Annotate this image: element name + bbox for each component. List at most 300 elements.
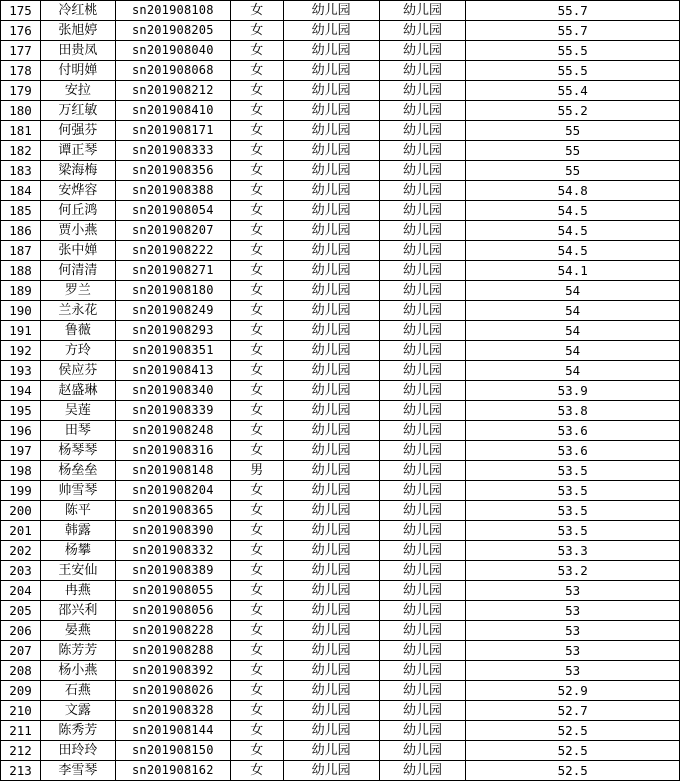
student-id-cell[interactable]: sn201908108 <box>115 1 230 21</box>
category-cell[interactable]: 幼儿园 <box>283 301 379 321</box>
gender-cell[interactable]: 女 <box>230 301 283 321</box>
student-id-cell[interactable]: sn201908148 <box>115 461 230 481</box>
score-cell[interactable]: 53 <box>466 661 680 681</box>
gender-cell[interactable]: 女 <box>230 721 283 741</box>
score-cell[interactable]: 53.6 <box>466 441 680 461</box>
student-id-cell[interactable]: sn201908212 <box>115 81 230 101</box>
category-cell[interactable]: 幼儿园 <box>283 161 379 181</box>
score-cell[interactable]: 54 <box>466 321 680 341</box>
position-cell[interactable]: 幼儿园 <box>379 361 466 381</box>
name-cell[interactable]: 田玲玲 <box>40 741 115 761</box>
category-cell[interactable]: 幼儿园 <box>283 741 379 761</box>
score-cell[interactable]: 55.7 <box>466 21 680 41</box>
score-cell[interactable]: 53 <box>466 621 680 641</box>
gender-cell[interactable]: 女 <box>230 341 283 361</box>
gender-cell[interactable]: 女 <box>230 661 283 681</box>
name-cell[interactable]: 陈秀芳 <box>40 721 115 741</box>
score-cell[interactable]: 54.5 <box>466 241 680 261</box>
name-cell[interactable]: 陈芳芳 <box>40 641 115 661</box>
student-id-cell[interactable]: sn201908205 <box>115 21 230 41</box>
score-cell[interactable]: 54 <box>466 281 680 301</box>
table-row <box>1 161 680 181</box>
gender-cell[interactable]: 女 <box>230 561 283 581</box>
position-cell[interactable]: 幼儿园 <box>379 121 466 141</box>
category-cell[interactable]: 幼儿园 <box>283 181 379 201</box>
position-cell[interactable]: 幼儿园 <box>379 501 466 521</box>
position-cell[interactable]: 幼儿园 <box>379 581 466 601</box>
student-id-cell[interactable]: sn201908392 <box>115 661 230 681</box>
category-cell[interactable]: 幼儿园 <box>283 441 379 461</box>
student-id-cell[interactable]: sn201908054 <box>115 201 230 221</box>
gender-cell[interactable]: 女 <box>230 201 283 221</box>
row-number-cell[interactable]: 204 <box>1 581 41 601</box>
name-cell[interactable]: 张中婵 <box>40 241 115 261</box>
student-id-cell[interactable]: sn201908356 <box>115 161 230 181</box>
gender-cell[interactable]: 女 <box>230 681 283 701</box>
gender-cell[interactable]: 女 <box>230 141 283 161</box>
row-number-cell[interactable]: 186 <box>1 221 41 241</box>
table-row <box>1 501 680 521</box>
student-id-cell[interactable]: sn201908351 <box>115 341 230 361</box>
row-number-cell[interactable]: 202 <box>1 541 41 561</box>
name-cell[interactable]: 安烨容 <box>40 181 115 201</box>
position-cell[interactable]: 幼儿园 <box>379 481 466 501</box>
category-cell[interactable]: 幼儿园 <box>283 481 379 501</box>
category-cell[interactable]: 幼儿园 <box>283 421 379 441</box>
gender-cell[interactable]: 女 <box>230 401 283 421</box>
row-number-cell[interactable]: 201 <box>1 521 41 541</box>
name-cell[interactable]: 兰永花 <box>40 301 115 321</box>
category-cell[interactable]: 幼儿园 <box>283 361 379 381</box>
position-cell[interactable]: 幼儿园 <box>379 341 466 361</box>
position-cell[interactable]: 幼儿园 <box>379 721 466 741</box>
position-cell[interactable]: 幼儿园 <box>379 401 466 421</box>
score-cell[interactable]: 55.5 <box>466 41 680 61</box>
gender-cell[interactable]: 女 <box>230 641 283 661</box>
name-cell[interactable]: 罗兰 <box>40 281 115 301</box>
category-cell[interactable]: 幼儿园 <box>283 341 379 361</box>
table-row <box>1 601 680 621</box>
student-id-cell[interactable]: sn201908150 <box>115 741 230 761</box>
gender-cell[interactable]: 女 <box>230 441 283 461</box>
gender-cell[interactable]: 女 <box>230 541 283 561</box>
student-id-cell[interactable]: sn201908040 <box>115 41 230 61</box>
position-cell[interactable]: 幼儿园 <box>379 41 466 61</box>
position-cell[interactable]: 幼儿园 <box>379 681 466 701</box>
gender-cell[interactable]: 女 <box>230 161 283 181</box>
row-number-cell[interactable]: 212 <box>1 741 41 761</box>
student-id-cell[interactable]: sn201908171 <box>115 121 230 141</box>
table-row <box>1 641 680 661</box>
category-cell[interactable]: 幼儿园 <box>283 501 379 521</box>
row-number-cell[interactable]: 194 <box>1 381 41 401</box>
student-id-cell[interactable]: sn201908410 <box>115 101 230 121</box>
score-cell[interactable]: 52.5 <box>466 741 680 761</box>
score-cell[interactable]: 53.5 <box>466 481 680 501</box>
position-cell[interactable]: 幼儿园 <box>379 661 466 681</box>
category-cell[interactable]: 幼儿园 <box>283 121 379 141</box>
row-number-cell[interactable]: 197 <box>1 441 41 461</box>
gender-cell[interactable]: 女 <box>230 501 283 521</box>
student-id-cell[interactable]: sn201908271 <box>115 261 230 281</box>
name-cell[interactable]: 田琴 <box>40 421 115 441</box>
gender-cell[interactable]: 女 <box>230 81 283 101</box>
gender-cell[interactable]: 女 <box>230 181 283 201</box>
category-cell[interactable]: 幼儿园 <box>283 381 379 401</box>
position-cell[interactable]: 幼儿园 <box>379 141 466 161</box>
score-cell[interactable]: 55 <box>466 161 680 181</box>
name-cell[interactable]: 杨垒垒 <box>40 461 115 481</box>
gender-cell[interactable]: 女 <box>230 761 283 781</box>
position-cell[interactable]: 幼儿园 <box>379 1 466 21</box>
table-row <box>1 661 680 681</box>
category-cell[interactable]: 幼儿园 <box>283 401 379 421</box>
row-number-cell[interactable]: 208 <box>1 661 41 681</box>
student-id-cell[interactable]: sn201908333 <box>115 141 230 161</box>
row-number-cell[interactable]: 211 <box>1 721 41 741</box>
gender-cell[interactable]: 女 <box>230 21 283 41</box>
gender-cell[interactable]: 女 <box>230 621 283 641</box>
table-row <box>1 441 680 461</box>
score-cell[interactable]: 55.5 <box>466 61 680 81</box>
name-cell[interactable]: 鲁薇 <box>40 321 115 341</box>
gender-cell[interactable]: 女 <box>230 361 283 381</box>
row-number-cell[interactable]: 178 <box>1 61 41 81</box>
name-cell[interactable]: 杨琴琴 <box>40 441 115 461</box>
score-cell[interactable]: 53.5 <box>466 461 680 481</box>
category-cell[interactable]: 幼儿园 <box>283 81 379 101</box>
position-cell[interactable]: 幼儿园 <box>379 461 466 481</box>
row-number-cell[interactable]: 206 <box>1 621 41 641</box>
category-cell[interactable]: 幼儿园 <box>283 261 379 281</box>
score-cell[interactable]: 53.6 <box>466 421 680 441</box>
position-cell[interactable]: 幼儿园 <box>379 241 466 261</box>
name-cell[interactable]: 杨攀 <box>40 541 115 561</box>
position-cell[interactable]: 幼儿园 <box>379 541 466 561</box>
name-cell[interactable]: 付明婵 <box>40 61 115 81</box>
row-number-cell[interactable]: 185 <box>1 201 41 221</box>
name-cell[interactable]: 侯应芬 <box>40 361 115 381</box>
category-cell[interactable]: 幼儿园 <box>283 221 379 241</box>
name-cell[interactable]: 安拉 <box>40 81 115 101</box>
row-number-cell[interactable]: 198 <box>1 461 41 481</box>
name-cell[interactable]: 方玲 <box>40 341 115 361</box>
category-cell[interactable]: 幼儿园 <box>283 661 379 681</box>
student-id-cell[interactable]: sn201908249 <box>115 301 230 321</box>
gender-cell[interactable]: 女 <box>230 61 283 81</box>
row-number-cell[interactable]: 200 <box>1 501 41 521</box>
table-row <box>1 361 680 381</box>
student-id-cell[interactable]: sn201908180 <box>115 281 230 301</box>
student-id-cell[interactable]: sn201908316 <box>115 441 230 461</box>
category-cell[interactable]: 幼儿园 <box>283 601 379 621</box>
row-number-cell[interactable]: 177 <box>1 41 41 61</box>
row-number-cell[interactable]: 180 <box>1 101 41 121</box>
gender-cell[interactable]: 女 <box>230 421 283 441</box>
score-cell[interactable]: 53 <box>466 581 680 601</box>
score-cell[interactable]: 53.2 <box>466 561 680 581</box>
table-row <box>1 21 680 41</box>
position-cell[interactable]: 幼儿园 <box>379 201 466 221</box>
row-number-cell[interactable]: 195 <box>1 401 41 421</box>
category-cell[interactable]: 幼儿园 <box>283 61 379 81</box>
row-number-cell[interactable]: 190 <box>1 301 41 321</box>
row-number-cell[interactable]: 196 <box>1 421 41 441</box>
name-cell[interactable]: 文露 <box>40 701 115 721</box>
student-id-cell[interactable]: sn201908056 <box>115 601 230 621</box>
student-id-cell[interactable]: sn201908222 <box>115 241 230 261</box>
position-cell[interactable]: 幼儿园 <box>379 321 466 341</box>
gender-cell[interactable]: 女 <box>230 701 283 721</box>
category-cell[interactable]: 幼儿园 <box>283 241 379 261</box>
score-cell[interactable]: 53 <box>466 641 680 661</box>
row-number-cell[interactable]: 188 <box>1 261 41 281</box>
gender-cell[interactable]: 女 <box>230 521 283 541</box>
student-id-cell[interactable]: sn201908068 <box>115 61 230 81</box>
name-cell[interactable]: 贾小燕 <box>40 221 115 241</box>
name-cell[interactable]: 晏燕 <box>40 621 115 641</box>
category-cell[interactable]: 幼儿园 <box>283 561 379 581</box>
table-row <box>1 141 680 161</box>
position-cell[interactable]: 幼儿园 <box>379 701 466 721</box>
position-cell[interactable]: 幼儿园 <box>379 21 466 41</box>
student-id-cell[interactable]: sn201908328 <box>115 701 230 721</box>
category-cell[interactable]: 幼儿园 <box>283 721 379 741</box>
name-cell[interactable]: 张旭婷 <box>40 21 115 41</box>
position-cell[interactable]: 幼儿园 <box>379 641 466 661</box>
category-cell[interactable]: 幼儿园 <box>283 1 379 21</box>
score-cell[interactable]: 55 <box>466 141 680 161</box>
row-number-cell[interactable]: 187 <box>1 241 41 261</box>
table-row <box>1 721 680 741</box>
gender-cell[interactable]: 女 <box>230 101 283 121</box>
category-cell[interactable]: 幼儿园 <box>283 101 379 121</box>
table-row <box>1 181 680 201</box>
row-number-cell[interactable]: 183 <box>1 161 41 181</box>
position-cell[interactable]: 幼儿园 <box>379 101 466 121</box>
category-cell[interactable]: 幼儿园 <box>283 681 379 701</box>
student-id-cell[interactable]: sn201908332 <box>115 541 230 561</box>
gender-cell[interactable]: 女 <box>230 261 283 281</box>
table-row <box>1 481 680 501</box>
position-cell[interactable]: 幼儿园 <box>379 561 466 581</box>
name-cell[interactable]: 冷红桃 <box>40 1 115 21</box>
student-id-cell[interactable]: sn201908162 <box>115 761 230 781</box>
position-cell[interactable]: 幼儿园 <box>379 301 466 321</box>
student-id-cell[interactable]: sn201908204 <box>115 481 230 501</box>
position-cell[interactable]: 幼儿园 <box>379 221 466 241</box>
name-cell[interactable]: 陈平 <box>40 501 115 521</box>
row-number-cell[interactable]: 184 <box>1 181 41 201</box>
table-row <box>1 241 680 261</box>
name-cell[interactable]: 韩露 <box>40 521 115 541</box>
category-cell[interactable]: 幼儿园 <box>283 21 379 41</box>
category-cell[interactable]: 幼儿园 <box>283 41 379 61</box>
score-cell[interactable]: 54.8 <box>466 181 680 201</box>
student-id-cell[interactable]: sn201908390 <box>115 521 230 541</box>
name-cell[interactable]: 石燕 <box>40 681 115 701</box>
score-cell[interactable]: 54 <box>466 341 680 361</box>
student-id-cell[interactable]: sn201908388 <box>115 181 230 201</box>
table-row <box>1 521 680 541</box>
student-id-cell[interactable]: sn201908293 <box>115 321 230 341</box>
position-cell[interactable]: 幼儿园 <box>379 741 466 761</box>
category-cell[interactable]: 幼儿园 <box>283 521 379 541</box>
gender-cell[interactable]: 男 <box>230 461 283 481</box>
score-cell[interactable]: 53 <box>466 601 680 621</box>
row-number-cell[interactable]: 193 <box>1 361 41 381</box>
name-cell[interactable]: 何丘鸿 <box>40 201 115 221</box>
score-cell[interactable]: 53.5 <box>466 521 680 541</box>
student-id-cell[interactable]: sn201908026 <box>115 681 230 701</box>
name-cell[interactable]: 帅雪琴 <box>40 481 115 501</box>
table-row <box>1 101 680 121</box>
gender-cell[interactable]: 女 <box>230 121 283 141</box>
score-cell[interactable]: 53.9 <box>466 381 680 401</box>
category-cell[interactable]: 幼儿园 <box>283 761 379 781</box>
score-cell[interactable]: 55.4 <box>466 81 680 101</box>
row-number-cell[interactable]: 210 <box>1 701 41 721</box>
table-row <box>1 421 680 441</box>
score-cell[interactable]: 53.3 <box>466 541 680 561</box>
row-number-cell[interactable]: 207 <box>1 641 41 661</box>
student-id-cell[interactable]: sn201908228 <box>115 621 230 641</box>
table-row <box>1 581 680 601</box>
table-row <box>1 41 680 61</box>
position-cell[interactable]: 幼儿园 <box>379 61 466 81</box>
row-number-cell[interactable]: 189 <box>1 281 41 301</box>
table-row <box>1 381 680 401</box>
table-row <box>1 281 680 301</box>
category-cell[interactable]: 幼儿园 <box>283 621 379 641</box>
score-cell[interactable]: 52.9 <box>466 681 680 701</box>
table-row <box>1 321 680 341</box>
gender-cell[interactable]: 女 <box>230 741 283 761</box>
name-cell[interactable]: 田贵凤 <box>40 41 115 61</box>
gender-cell[interactable]: 女 <box>230 601 283 621</box>
student-id-cell[interactable]: sn201908144 <box>115 721 230 741</box>
row-number-cell[interactable]: 199 <box>1 481 41 501</box>
name-cell[interactable]: 梁海梅 <box>40 161 115 181</box>
category-cell[interactable]: 幼儿园 <box>283 701 379 721</box>
row-number-cell[interactable]: 191 <box>1 321 41 341</box>
student-id-cell[interactable]: sn201908207 <box>115 221 230 241</box>
student-id-cell[interactable]: sn201908339 <box>115 401 230 421</box>
row-number-cell[interactable]: 205 <box>1 601 41 621</box>
score-cell[interactable]: 53.8 <box>466 401 680 421</box>
name-cell[interactable]: 李雪琴 <box>40 761 115 781</box>
category-cell[interactable]: 幼儿园 <box>283 581 379 601</box>
score-cell[interactable]: 52.5 <box>466 721 680 741</box>
position-cell[interactable]: 幼儿园 <box>379 161 466 181</box>
score-cell[interactable]: 54.5 <box>466 201 680 221</box>
category-cell[interactable]: 幼儿园 <box>283 641 379 661</box>
name-cell[interactable]: 冉燕 <box>40 581 115 601</box>
position-cell[interactable]: 幼儿园 <box>379 441 466 461</box>
position-cell[interactable]: 幼儿园 <box>379 181 466 201</box>
row-number-cell[interactable]: 181 <box>1 121 41 141</box>
name-cell[interactable]: 谭正琴 <box>40 141 115 161</box>
score-cell[interactable]: 55.7 <box>466 1 680 21</box>
row-number-cell[interactable]: 203 <box>1 561 41 581</box>
position-cell[interactable]: 幼儿园 <box>379 281 466 301</box>
name-cell[interactable]: 吴莲 <box>40 401 115 421</box>
row-number-cell[interactable]: 175 <box>1 1 41 21</box>
gender-cell[interactable]: 女 <box>230 381 283 401</box>
score-cell[interactable]: 55.2 <box>466 101 680 121</box>
table-row <box>1 201 680 221</box>
table-row <box>1 261 680 281</box>
position-cell[interactable]: 幼儿园 <box>379 261 466 281</box>
score-cell[interactable]: 54 <box>466 301 680 321</box>
position-cell[interactable]: 幼儿园 <box>379 81 466 101</box>
position-cell[interactable]: 幼儿园 <box>379 381 466 401</box>
name-cell[interactable]: 何强芬 <box>40 121 115 141</box>
score-cell[interactable]: 53.5 <box>466 501 680 521</box>
name-cell[interactable]: 何清清 <box>40 261 115 281</box>
student-id-cell[interactable]: sn201908340 <box>115 381 230 401</box>
row-number-cell[interactable]: 176 <box>1 21 41 41</box>
row-number-cell[interactable]: 209 <box>1 681 41 701</box>
student-id-cell[interactable]: sn201908413 <box>115 361 230 381</box>
position-cell[interactable]: 幼儿园 <box>379 761 466 781</box>
score-cell[interactable]: 54.5 <box>466 221 680 241</box>
name-cell[interactable]: 万红敏 <box>40 101 115 121</box>
gender-cell[interactable]: 女 <box>230 221 283 241</box>
score-cell[interactable]: 54 <box>466 361 680 381</box>
gender-cell[interactable]: 女 <box>230 241 283 261</box>
gender-cell[interactable]: 女 <box>230 581 283 601</box>
gender-cell[interactable]: 女 <box>230 281 283 301</box>
position-cell[interactable]: 幼儿园 <box>379 521 466 541</box>
category-cell[interactable]: 幼儿园 <box>283 461 379 481</box>
table-row <box>1 301 680 321</box>
position-cell[interactable]: 幼儿园 <box>379 601 466 621</box>
name-cell[interactable]: 杨小燕 <box>40 661 115 681</box>
gender-cell[interactable]: 女 <box>230 41 283 61</box>
row-number-cell[interactable]: 179 <box>1 81 41 101</box>
category-cell[interactable]: 幼儿园 <box>283 541 379 561</box>
table-row <box>1 221 680 241</box>
gender-cell[interactable]: 女 <box>230 1 283 21</box>
student-id-cell[interactable]: sn201908055 <box>115 581 230 601</box>
name-cell[interactable]: 王安仙 <box>40 561 115 581</box>
student-id-cell[interactable]: sn201908365 <box>115 501 230 521</box>
row-number-cell[interactable]: 213 <box>1 761 41 781</box>
position-cell[interactable]: 幼儿园 <box>379 421 466 441</box>
category-cell[interactable]: 幼儿园 <box>283 281 379 301</box>
student-id-cell[interactable]: sn201908248 <box>115 421 230 441</box>
gender-cell[interactable]: 女 <box>230 481 283 501</box>
row-number-cell[interactable]: 182 <box>1 141 41 161</box>
category-cell[interactable]: 幼儿园 <box>283 321 379 341</box>
table-row <box>1 561 680 581</box>
student-id-cell[interactable]: sn201908288 <box>115 641 230 661</box>
gender-cell[interactable]: 女 <box>230 321 283 341</box>
category-cell[interactable]: 幼儿园 <box>283 141 379 161</box>
category-cell[interactable]: 幼儿园 <box>283 201 379 221</box>
name-cell[interactable]: 邵兴利 <box>40 601 115 621</box>
position-cell[interactable]: 幼儿园 <box>379 621 466 641</box>
score-cell[interactable]: 52.7 <box>466 701 680 721</box>
student-id-cell[interactable]: sn201908389 <box>115 561 230 581</box>
row-number-cell[interactable]: 192 <box>1 341 41 361</box>
score-cell[interactable]: 52.5 <box>466 761 680 781</box>
score-cell[interactable]: 55 <box>466 121 680 141</box>
table-row <box>1 81 680 101</box>
score-cell[interactable]: 54.1 <box>466 261 680 281</box>
name-cell[interactable]: 赵盛琳 <box>40 381 115 401</box>
